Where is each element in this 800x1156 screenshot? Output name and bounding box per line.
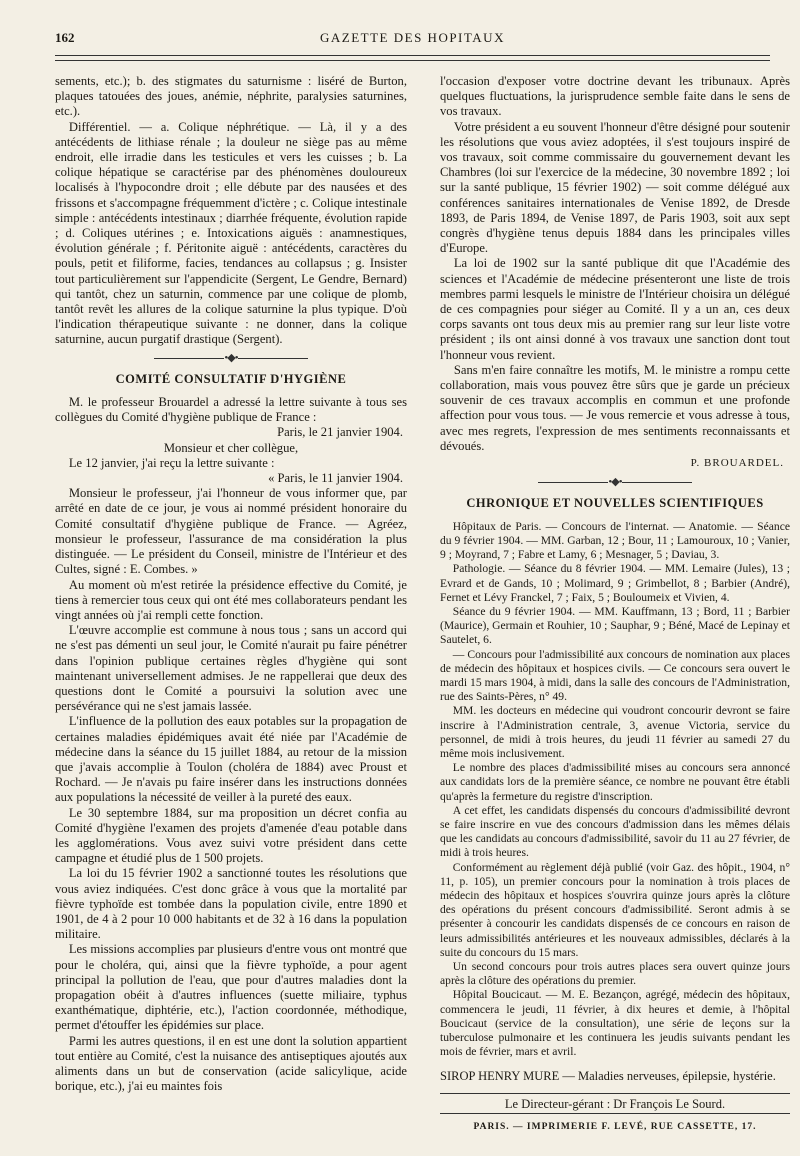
news-item: Séance du 9 février 1904. — MM. Kauffmann, 13 ; Bord, 11 ; Barbier (Maurice), Germain et Rouhier, 10 ; Sauphar, 9 ; Béné, Macé de Lepinay et Sautelet, 6. (440, 604, 790, 647)
section-title: CHRONIQUE ET NOUVELLES SCIENTIFIQUES (466, 496, 764, 511)
news-item: A cet effet, les candidats dispensés du concours d'admissibilité devront se faire inscrire en vue des concours d'admission dans les mêmes délais que les candidats au concours d'admissibilité, savoir du 11 au 27 février, de midi à trois heures. (440, 803, 790, 860)
paragraph: La loi du 15 février 1902 a sanctionné toutes les résolutions que vous aviez indiquées. C'est donc grâce à vous que la mortalité par fièvre typhoïde est tombée dans la population civile, entre 1890 et 1901, de 4 à 2 pour 10 000 habitants et de 32 à 16 dans la population militaire. (55, 866, 407, 942)
paragraph: Parmi les autres questions, il en est une dont la solution appartient tout entière au Comité, c'est la nuisance des antiseptiques ajoutés aux aliments dans un but de conservation (acide salicylique, acide borique, etc.), j'ai eu maintes fois (55, 1033, 407, 1094)
right-column (440, 74, 790, 1135)
director-line: Le Directeur-gérant : Dr François Le Sourd. (504, 1096, 726, 1111)
footer-rule (440, 1093, 790, 1094)
paragraph: Le 12 janvier, j'ai reçu la lettre suivante : (68, 455, 275, 470)
paragraph: Différentiel. — a. Colique néphrétique. — Là, il y a des antécédents de lithiase rénale ; la douleur ne siège pas au même endroit, elle irradie dans les testicules et vers les cuisses ; b. La colique hépatique se caractérise par des phénomènes douloureux localisés à l'hypocondre droit ; elle débute par des nausées et des frissons et s'accompagne fréquemment d'ictère ; c. Colique intestinale simple : antécédents intestinaux ; diarrhée fréquente, évolution rapide ; d. Coliques utérines ; e. Intoxications aiguës : anamnestiques, évolution générale ; f. Péritonite aiguë : antécédents, caractères du pouls, petit et filiforme, facies, tendances au collapsus ; g. Insister tout particulièrement sur l'appendicite (Sergent, Le Gendre, Bernard) qui tantôt, chez un saturnin, commence par une colique de plomb, tantôt revêt les allures de la colique saturnine la plus typique. D'où l'indication thérapeutique suivante : ne donner, dans la colique saturnine, aucun purgatif drastique (Sergent). (55, 119, 407, 347)
paragraph: L'œuvre accomplie est commune à nous tous ; sans un accord qui ne s'est pas démenti un seul jour, le Comité n'aurait pu faire pénétrer dans l'opinion publique certaines règles d'hygiène qui sont maintenant universellement admises. Je ne rappellerai que deux des questions dont le Comité a poursuivi la solution avec une persévérance qui ne s'est jamais lassée. (55, 623, 407, 714)
news-item: Le nombre des places d'admissibilité mises au concours sera annoncé aux candidats lors de la première séance, ce nombre ne pouvant être établi qu'après la fermeture du registre d'inscription. (440, 761, 790, 803)
salutation: Monsieur et cher collègue, (163, 440, 299, 455)
paragraph: Le 30 septembre 1884, sur ma proposition un décret confia au Comité d'hygiène l'examen des projets d'amenée d'eau potable dans les agglomérations. Vous avez suivi votre président dans cette campagne et étudié plus de 1 500 projets. (55, 805, 407, 866)
paragraph: Au moment où m'est retirée la présidence effective du Comité, je tiens à remercier tous ceux qui ont été mes collaborateurs pendant les vingt années où j'ai rempli cette fonction. (55, 577, 407, 622)
news-item: Hôpital Boucicaut. — M. E. Bezançon, agrégé, médecin des hôpitaux, commencera le jeudi, 11 février, à dix heures et demie, à l'hôpital Boucicaut (service de la consultation), une série de leçons sur la tuberculose pulmonaire et les continuera les jeudis suivants pendant les mois de février, mars et avril. (440, 988, 790, 1059)
paragraph: La loi de 1902 sur la santé publique dit que l'Académie des sciences et l'Académie de médecine présenteront une liste de trois membres parmi lesquels le ministre de l'Intérieur choisira un délégué de ces compagnies pour siéger au Comité. Il y a un an, ces deux corps savants ont tous deux mis au premier rang sur leur liste votre président ; ils ont ainsi donné à vos travaux une sanction dont tout l'honneur vous revient. (440, 256, 790, 362)
dateline: Paris, le 21 janvier 1904. (277, 425, 403, 440)
paragraph: l'occasion d'exposer votre doctrine devant les tribunaux. Après quelques fluctuations, la jurisprudence semble faite dans le sens de vos travaux. (440, 74, 790, 119)
header-rule (55, 55, 770, 56)
page-number: 162 (55, 30, 75, 45)
paragraph: Les missions accomplies par plusieurs d'entre vous ont montré que pour le choléra, qui, ainsi que la fièvre typhoïde, a pour agent principal la pollution de l'eau, que pour d'autres maladies dont la propagation obéit à d'autres influences (suette miliaire, typhus exanthématique, diphtérie, etc.), l'action coordonnée, méthodique, permet d'étouffer les épidémies sur place. (55, 942, 407, 1033)
section-title: COMITÉ CONSULTATIF D'HYGIÈNE (115, 371, 347, 386)
imprint: PARIS. — IMPRIMERIE F. LEVÉ, RUE CASSETTE, 17. (473, 1121, 757, 1132)
news-item: — Concours pour l'admissibilité aux concours de nomination aux places de médecin des hôpitaux et hospices civils. — Ce concours sera ouvert le mardi 15 mars 1904, à midi, dans la salle des concours de l'Administration, rue des Saints-Pères, n° 49. (440, 647, 790, 704)
section-ornament: •◆• (55, 351, 407, 366)
paragraph: M. le professeur Brouardel a adressé la lettre suivante à tous ses collègues du Comité d'hygiène publique de France : (55, 395, 407, 425)
paragraph: L'influence de la pollution des eaux potables sur la propagation de certaines maladies épidémiques avait été niée par l'Académie de médecine dans la séance du 15 juillet 1884, au retour de la mission que j'avais accomplie à Toulon (choléra de 1884) avec Proust et Rochard. — Je n'avais pu faire insérer dans les instructions données aux populations la nécessité de veiller à la pureté des eaux. (55, 714, 407, 805)
footer-rule-thin (440, 1113, 790, 1114)
quote-dateline: « Paris, le 11 janvier 1904. (268, 471, 403, 486)
journal-title: GAZETTE DES HOPITAUX (320, 30, 505, 45)
advertisement: SIROP HENRY MURE — Maladies nerveuses, épilepsie, hystérie. (440, 1069, 776, 1084)
paragraph: Monsieur le professeur, j'ai l'honneur de vous informer que, par arrêté en date de ce jour, je vous ai nommé président honoraire du Comité consultatif d'hygiène publique de France. — Agréez, monsieur le professeur, l'assurance de ma considération la plus distinguée. — Le président du Conseil, ministre de l'Intérieur et des Cultes, signé : E. Combes. » (55, 486, 407, 577)
page-header (55, 30, 770, 64)
news-item: Hôpitaux de Paris. — Concours de l'internat. — Anatomie. — Séance du 9 février 1904. — MM. Garban, 12 ; Bour, 11 ; Lamouroux, 10 ; Vanier, 9 ; Moyrand, 7 ; Fabre et Lamy, 6 ; Mesnager, 5 ; Daviau, 3. (440, 519, 790, 562)
paragraph: Sans m'en faire connaître les motifs, M. le ministre a rompu cette collaboration, mais vous pouvez être sûrs que je garde un précieux souvenir de ces travaux accomplis en commun et une profonde affection pour vous tous. — Je vous remercie et vous adresse à tous, avec mes regrets, l'expression de mes sentiments reconnaissants et dévoués. (440, 362, 790, 453)
paragraph: Votre président a eu souvent l'honneur d'être désigné pour soutenir les résolutions que vous aviez adoptées, il s'est toujours inspiré de vos travaux, soit comme commissaire du gouvernement devant les Chambres (loi sur l'exercice de la médecine, 30 novembre 1892 ; loi sur la santé publique, 15 février 1902) — soit comme délégué aux conférences sanitaires internationales de Venise 1892, de Dresde 1893, de Paris 1894, de Venise 1897, de Paris 1903, soit aux sept congrès d'hygiène tenus depuis 1884 dans les principales villes d'Europe. (440, 119, 790, 256)
paragraph: sements, etc.); b. des stigmates du saturnisme : liséré de Burton, plaques tatouées des joues, anémie, néphrite, paralysies saturnines, etc.). (55, 74, 407, 119)
news-item: Un second concours pour trois autres places sera ouvert quinze jours après la clôture des opérations du premier. (440, 959, 790, 988)
left-column (55, 74, 407, 1094)
news-item: Pathologie. — Séance du 8 février 1904. — MM. Lemaire (Jules), 13 ; Evrard et de Gands, 10 ; Molimard, 9 ; Grimbellot, 8 ; Barbier (André), Fernet et Lévy Franckel, 7 ; Faix, 5 ; Bouloumeix et Vivien, 4. (440, 562, 790, 604)
section-ornament: •◆• (440, 475, 790, 490)
signature: P. BROUARDEL. (690, 457, 784, 470)
news-item: Conformément au règlement déjà publié (voir Gaz. des hôpit., 1904, n° 11, p. 105), un premier concours pour la nomination à trois places de médecin des hôpitaux et hospices s'ouvrira quinze jours après la clôture des opérations du présent concours d'admissibilité. Seront admis à se présenter à concourir les candidats dispensés de ce concours en raison de leurs admissibilités antérieures et les nouveaux admissibles, déclarés à la suite du concours du 15 mars. (440, 860, 790, 959)
news-item: MM. les docteurs en médecine qui voudront concourir devront se faire inscrire à l'Administration centrale, 3, avenue Victoria, service du personnel, de midi à trois heures, du jeudi 11 février au samedi 27 du même mois inclusivement. (440, 704, 790, 760)
header-rule-thin (55, 60, 770, 61)
